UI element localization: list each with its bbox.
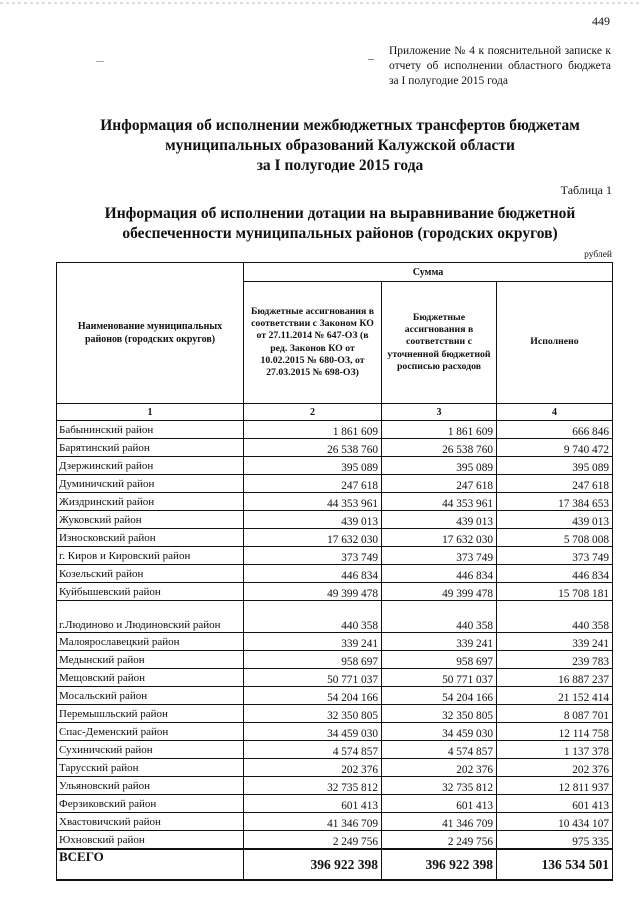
row-refined: 49 399 478 <box>382 583 497 601</box>
row-refined: 339 241 <box>382 633 497 651</box>
row-refined: 1 861 609 <box>382 421 497 439</box>
header-executed: Исполнено <box>497 282 613 404</box>
table-row <box>57 759 613 777</box>
row-allocated: 439 013 <box>244 511 382 529</box>
row-allocated: 34 459 030 <box>244 723 382 741</box>
row-executed: 1 137 378 <box>497 741 613 759</box>
row-name: Дзержинский район <box>57 457 244 475</box>
row-refined: 32 350 805 <box>382 705 497 723</box>
transfers-table <box>56 262 613 881</box>
main-title-line: за I полугодие 2015 года <box>256 157 424 174</box>
row-executed: 9 740 472 <box>497 439 613 457</box>
row-refined: 601 413 <box>382 795 497 813</box>
row-name: Перемышльский район <box>57 705 244 723</box>
row-name: Думиничский район <box>57 475 244 493</box>
total-name: ВСЕГО <box>57 849 244 880</box>
row-name: Мосальский район <box>57 687 244 705</box>
row-executed: 21 152 414 <box>497 687 613 705</box>
table-label: Таблица 1 <box>560 183 612 197</box>
table-row <box>57 813 613 831</box>
row-name: Малоярославецкий район <box>57 633 244 651</box>
row-executed: 247 618 <box>497 475 613 493</box>
row-allocated: 32 350 805 <box>244 705 382 723</box>
row-refined: 373 749 <box>382 547 497 565</box>
row-refined: 32 735 812 <box>382 777 497 795</box>
total-allocated: 396 922 398 <box>244 849 382 880</box>
row-name: Куйбышевский район <box>57 583 244 601</box>
row-allocated: 247 618 <box>244 475 382 493</box>
row-name: Тарусский район <box>57 759 244 777</box>
row-allocated: 26 538 760 <box>244 439 382 457</box>
row-name: г. Киров и Кировский район <box>57 547 244 565</box>
row-allocated: 32 735 812 <box>244 777 382 795</box>
row-refined: 202 376 <box>382 759 497 777</box>
scan-artifact <box>96 61 104 62</box>
table-row <box>57 723 613 741</box>
row-name: Барятинский район <box>57 439 244 457</box>
main-title-line: Информация об исполнении межбюджетных трансфертов бюджетам <box>100 117 580 134</box>
row-executed: 373 749 <box>497 547 613 565</box>
row-refined: 958 697 <box>382 651 497 669</box>
row-executed: 5 708 008 <box>497 529 613 547</box>
row-executed: 395 089 <box>497 457 613 475</box>
table-row <box>57 777 613 795</box>
table-row <box>57 529 613 547</box>
row-allocated: 958 697 <box>244 651 382 669</box>
row-refined: 4 574 857 <box>382 741 497 759</box>
row-allocated: 440 358 <box>244 601 382 633</box>
row-allocated: 202 376 <box>244 759 382 777</box>
row-executed: 975 335 <box>497 831 613 850</box>
row-allocated: 339 241 <box>244 633 382 651</box>
row-executed: 339 241 <box>497 633 613 651</box>
row-executed: 440 358 <box>497 601 613 633</box>
table-row <box>57 831 613 850</box>
row-executed: 8 087 701 <box>497 705 613 723</box>
row-allocated: 4 574 857 <box>244 741 382 759</box>
row-name: Козельский район <box>57 565 244 583</box>
row-name: Жиздринский район <box>57 493 244 511</box>
row-refined: 54 204 166 <box>382 687 497 705</box>
row-executed: 446 834 <box>497 565 613 583</box>
row-name: Жуковский район <box>57 511 244 529</box>
unit-label: рублей <box>584 250 612 260</box>
header-sum: Сумма <box>244 263 613 282</box>
row-executed: 12 114 758 <box>497 723 613 741</box>
sub-title-line: обеспеченности муниципальных районов (городских округов) <box>122 225 558 242</box>
row-name: Ферзиковский район <box>57 795 244 813</box>
table-row <box>57 565 613 583</box>
table-row <box>57 511 613 529</box>
row-allocated: 2 249 756 <box>244 831 382 850</box>
row-allocated: 395 089 <box>244 457 382 475</box>
row-executed: 666 846 <box>497 421 613 439</box>
row-allocated: 49 399 478 <box>244 583 382 601</box>
scan-artifact <box>368 59 374 60</box>
column-number: 1 <box>57 404 244 421</box>
table-row <box>57 421 613 439</box>
row-executed: 10 434 107 <box>497 813 613 831</box>
row-allocated: 44 353 961 <box>244 493 382 511</box>
row-name: г.Людиново и Людиновский район <box>57 601 244 633</box>
row-refined: 395 089 <box>382 457 497 475</box>
row-refined: 26 538 760 <box>382 439 497 457</box>
row-refined: 439 013 <box>382 511 497 529</box>
table-row <box>57 601 613 633</box>
column-number: 2 <box>244 404 382 421</box>
header-refined: Бюджетные ассигнования в соответствии с уточненной бюджетной росписью расходов <box>382 282 497 404</box>
row-name: Ульяновский район <box>57 777 244 795</box>
row-name: Юхновский район <box>57 831 244 850</box>
row-name: Мещовский район <box>57 669 244 687</box>
row-executed: 16 887 237 <box>497 669 613 687</box>
row-name: Износковский район <box>57 529 244 547</box>
table-row <box>57 687 613 705</box>
table-row <box>57 493 613 511</box>
row-executed: 239 783 <box>497 651 613 669</box>
row-allocated: 1 861 609 <box>244 421 382 439</box>
table-row <box>57 705 613 723</box>
row-allocated: 601 413 <box>244 795 382 813</box>
table-row <box>57 583 613 601</box>
row-name: Хвастовичский район <box>57 813 244 831</box>
sub-title-line: Информация об исполнении дотации на выравнивание бюджетной <box>104 205 576 222</box>
row-name: Бабынинский район <box>57 421 244 439</box>
total-executed: 136 534 501 <box>497 849 613 880</box>
sub-title <box>40 204 640 244</box>
row-refined: 34 459 030 <box>382 723 497 741</box>
row-executed: 12 811 937 <box>497 777 613 795</box>
table-row <box>57 741 613 759</box>
table-row <box>57 457 613 475</box>
row-refined: 41 346 709 <box>382 813 497 831</box>
row-executed: 601 413 <box>497 795 613 813</box>
row-refined: 44 353 961 <box>382 493 497 511</box>
table-row <box>57 547 613 565</box>
row-refined: 50 771 037 <box>382 669 497 687</box>
table-row <box>57 651 613 669</box>
appendix-note: Приложение № 4 к пояснительной записке к отчету об исполнении областного бюджета за I полугодие 2015 года <box>389 45 611 87</box>
row-refined: 247 618 <box>382 475 497 493</box>
row-executed: 439 013 <box>497 511 613 529</box>
total-refined: 396 922 398 <box>382 849 497 880</box>
row-name: Сухиничский район <box>57 741 244 759</box>
row-executed: 15 708 181 <box>497 583 613 601</box>
table-row <box>57 795 613 813</box>
row-name: Медынский район <box>57 651 244 669</box>
total-row <box>57 849 613 880</box>
row-allocated: 17 632 030 <box>244 529 382 547</box>
row-allocated: 50 771 037 <box>244 669 382 687</box>
row-executed: 17 384 653 <box>497 493 613 511</box>
row-refined: 446 834 <box>382 565 497 583</box>
row-allocated: 373 749 <box>244 547 382 565</box>
row-allocated: 446 834 <box>244 565 382 583</box>
row-allocated: 54 204 166 <box>244 687 382 705</box>
main-title <box>40 116 640 176</box>
header-name: Наименование муниципальных районов (городских округов) <box>57 263 244 404</box>
scan-artifact <box>0 2 640 4</box>
row-refined: 440 358 <box>382 601 497 633</box>
page-number: 449 <box>592 14 610 28</box>
row-allocated: 41 346 709 <box>244 813 382 831</box>
table-row <box>57 669 613 687</box>
main-title-line: муниципальных образований Калужской области <box>165 137 515 154</box>
row-name: Спас-Деменский район <box>57 723 244 741</box>
row-refined: 2 249 756 <box>382 831 497 850</box>
table-row <box>57 439 613 457</box>
table-row <box>57 633 613 651</box>
column-number: 3 <box>382 404 497 421</box>
table-row <box>57 475 613 493</box>
header-allocated: Бюджетные ассигнования в соответствии с Законом КО от 27.11.2014 № 647-ОЗ (в ред. Законов КО от 10.02.2015 № 680-ОЗ, от 27.03.2015 № 698-ОЗ) <box>244 282 382 404</box>
row-refined: 17 632 030 <box>382 529 497 547</box>
column-number: 4 <box>497 404 613 421</box>
row-executed: 202 376 <box>497 759 613 777</box>
